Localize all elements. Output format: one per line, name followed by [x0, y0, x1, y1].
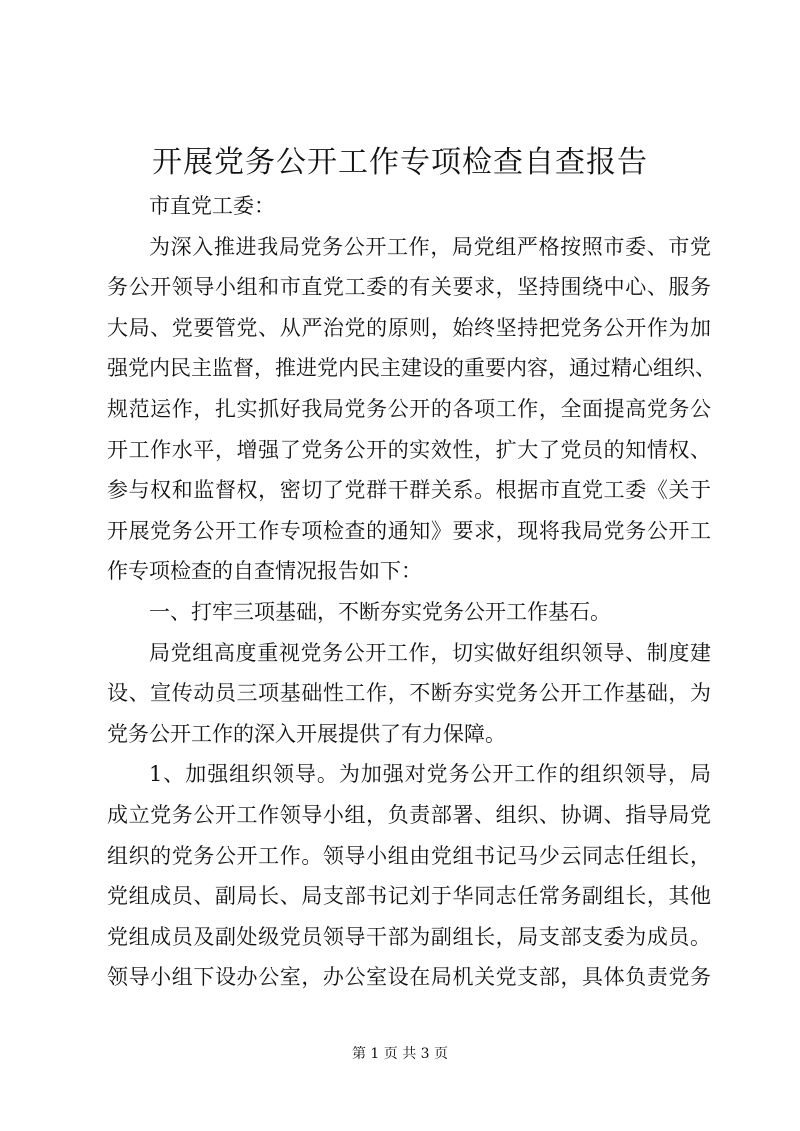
- body-line: 务公开领导小组和市直党工委的有关要求，坚持围绕中心、服务: [107, 275, 711, 300]
- body-line: 作专项检查的自查情况报告如下：: [107, 559, 422, 584]
- document-title: 开展党务公开工作专项检查自查报告: [152, 145, 648, 180]
- body-line: 1、加强组织领导。为加强对党务公开工作的组织领导，局: [149, 762, 711, 787]
- section-heading: 一、打牢三项基础，不断夯实党务公开工作基石。: [149, 599, 611, 624]
- body-line: 组织的党务公开工作。领导小组由党组书记马少云同志任组长，: [107, 843, 711, 868]
- body-line: 党务公开工作的深入开展提供了有力保障。: [107, 721, 506, 746]
- body-line: 开工作水平，增强了党务公开的实效性，扩大了党员的知情权、: [107, 437, 711, 462]
- body-line: 领导小组下设办公室，办公室设在局机关党支部，具体负责党务: [107, 965, 711, 990]
- document-body: [107, 186, 716, 998]
- body-line: 成立党务公开工作领导小组，负责部署、组织、协调、指导局党: [107, 802, 711, 827]
- body-line: 规范运作，扎实抓好我局党务公开的各项工作，全面提高党务公: [107, 396, 711, 421]
- body-line: 开展党务公开工作专项检查的通知》要求，现将我局党务公开工: [107, 518, 711, 543]
- page-footer: 第 1 页 共 3 页: [351, 1046, 449, 1062]
- body-line: 党组成员及副处级党员领导干部为副组长，局支部支委为成员。: [107, 924, 711, 949]
- body-line: 强党内民主监督，推进党内民主建设的重要内容，通过精心组织、: [107, 356, 716, 381]
- body-line: 局党组高度重视党务公开工作，切实做好组织领导、制度建: [149, 640, 711, 665]
- body-line: 大局、党要管党、从严治党的原则，始终坚持把党务公开作为加: [107, 315, 711, 340]
- body-line: 参与权和监督权，密切了党群干群关系。根据市直党工委《关于: [107, 478, 711, 503]
- body-line: 设、宣传动员三项基础性工作，不断夯实党务公开工作基础，为: [107, 681, 711, 706]
- body-line: 为深入推进我局党务公开工作，局党组严格按照市委、市党: [149, 234, 711, 259]
- salutation-line: 市直党工委：: [149, 194, 275, 218]
- body-line: 党组成员、副局长、局支部书记刘于华同志任常务副组长，其他: [107, 884, 711, 909]
